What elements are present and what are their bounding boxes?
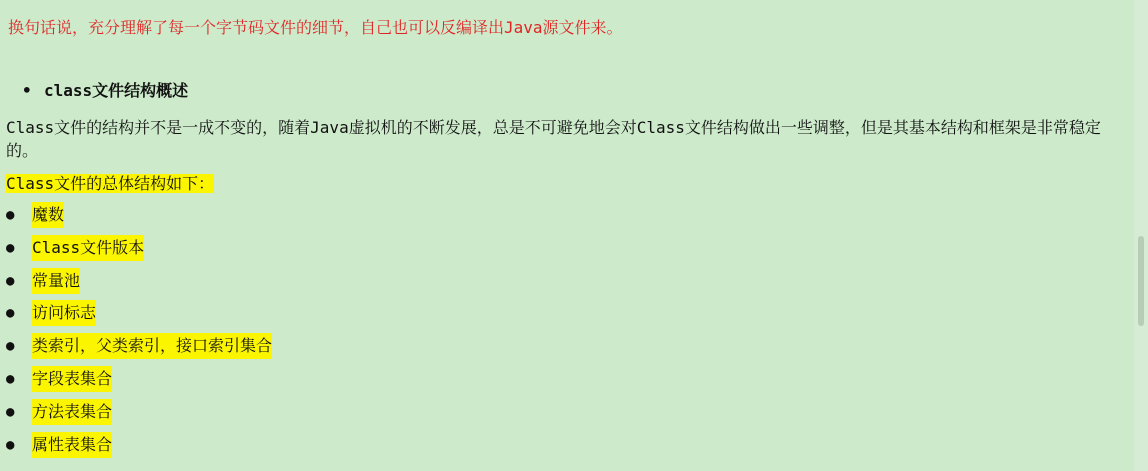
structure-list	[6, 202, 272, 464]
description-paragraph: Class文件的结构并不是一成不变的，随着Java虚拟机的不断发展，总是不可避免地会对Class文件结构做出一些调整，但是其基本结构和框架是非常稳定的。	[6, 118, 1101, 160]
intro-text: 换句话说，充分理解了每一个字节码文件的细节，自己也可以反编译出Java源文件来。	[8, 18, 623, 37]
structure-summary-text: Class文件的总体结构如下：	[6, 174, 215, 193]
structure-summary	[6, 173, 214, 195]
list-item-text: 魔数	[32, 202, 64, 228]
list-item	[6, 366, 272, 399]
list-item-text: 常量池	[32, 268, 80, 294]
list-item	[6, 268, 272, 301]
list-item-text: 类索引，父类索引，接口索引集合	[32, 333, 272, 359]
heading-text: class文件结构概述	[44, 81, 189, 100]
heading-bullet: •	[22, 81, 32, 100]
list-item-text: 属性表集合	[32, 432, 112, 458]
list-item	[6, 432, 272, 465]
list-item-text: 方法表集合	[32, 399, 112, 425]
bullet-icon: ●	[6, 403, 15, 420]
section-heading	[22, 80, 188, 102]
bullet-icon: ●	[6, 272, 15, 289]
list-item	[6, 235, 272, 268]
bullet-icon: ●	[6, 370, 15, 387]
bullet-icon: ●	[6, 207, 15, 223]
bullet-icon: ●	[6, 436, 15, 453]
list-item	[6, 300, 272, 333]
list-item	[6, 333, 272, 366]
scrollbar-thumb[interactable]	[1138, 236, 1144, 326]
vertical-scrollbar[interactable]	[1134, 0, 1148, 471]
list-item-text: 访问标志	[32, 300, 96, 326]
bullet-icon: ●	[6, 305, 15, 322]
list-item	[6, 399, 272, 432]
list-item	[6, 202, 272, 235]
bullet-icon: ●	[6, 239, 15, 256]
list-item-text: 字段表集合	[32, 366, 112, 392]
bullet-icon: ●	[6, 338, 15, 355]
list-item-text: Class文件版本	[32, 235, 144, 261]
